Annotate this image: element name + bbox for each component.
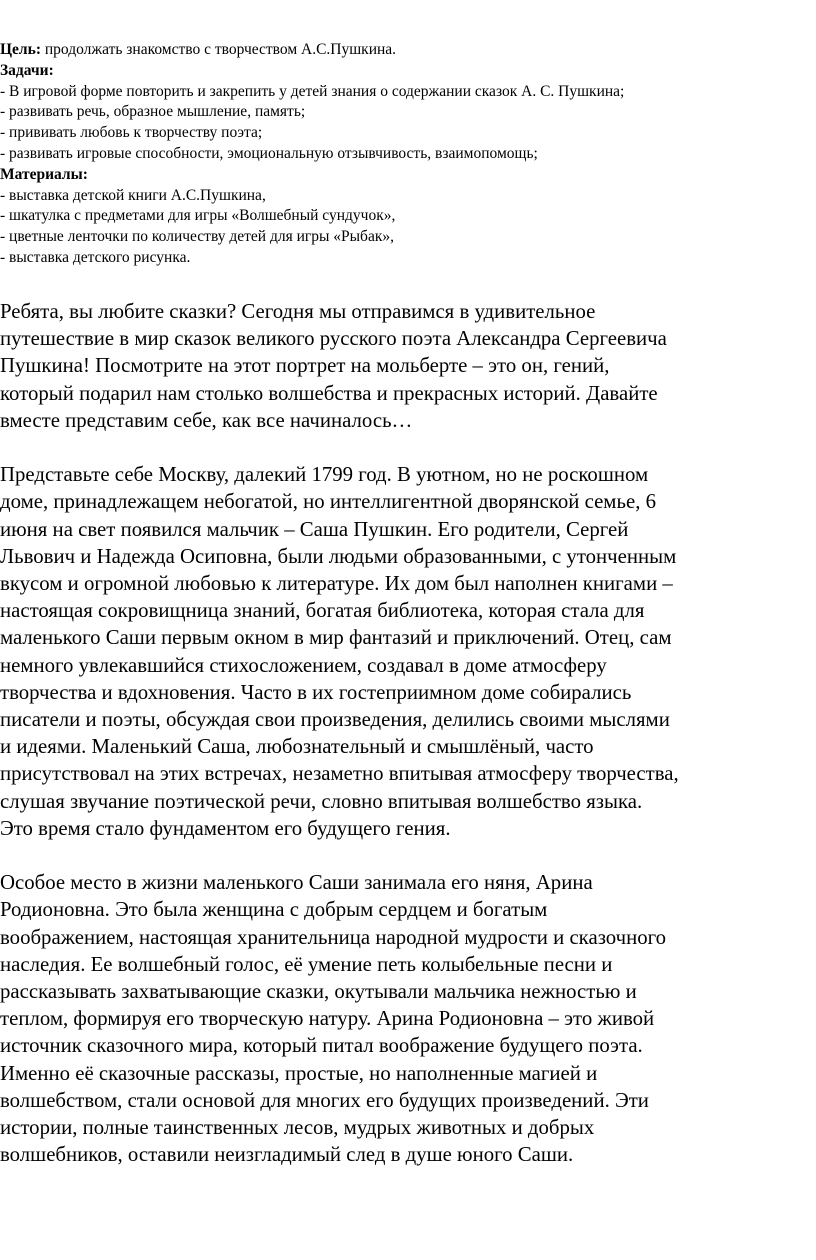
text-line: Львович и Надежда Осиповна, были людьми образованными, с утонченным xyxy=(0,544,677,568)
text-line: истории, полные таинственных лесов, мудрых животных и добрых xyxy=(0,1116,595,1140)
lesson-header xyxy=(0,40,810,269)
text-line: немного увлекавшийся стихосложением, создавал в доме атмосферу xyxy=(0,653,607,677)
text-line: июня на свет появился мальчик – Саша Пушкин. Его родители, Сергей xyxy=(0,517,629,541)
text-line: Особое место в жизни маленького Саши занимала его няня, Арина xyxy=(0,871,593,895)
text-line: Пушкина! Посмотрите на этот портрет на мольберте – это он, гений, xyxy=(0,354,610,378)
text-line: писатели и поэты, обсуждая свои произведения, делились своими мыслями xyxy=(0,708,670,732)
materials-heading: Материалы: xyxy=(0,165,88,183)
text-line: Это время стало фундаментом его будущего гения. xyxy=(0,816,451,840)
text-line: путешествие в мир сказок великого русского поэта Александра Сергеевича xyxy=(0,327,667,351)
text-line: Ребята, вы любите сказки? Сегодня мы отправимся в удивительное xyxy=(0,300,596,323)
goal-label: Цель: xyxy=(0,41,41,58)
text-line: вкусом и огромной любовью к литературе. Их дом был наполнен книгами – xyxy=(0,572,673,596)
text-line: Именно её сказочные рассказы, простые, но наполненные магией и xyxy=(0,1061,598,1085)
paragraph-nanny xyxy=(0,869,810,1168)
text-line: который подарил нам столько волшебства и прекрасных историй. Давайте xyxy=(0,381,658,405)
text-line: творчества и вдохновения. Часто в их гостеприимном доме собирались xyxy=(0,680,632,704)
text-line: присутствовал на этих встречах, незаметно впитывая атмосферу творчества, xyxy=(0,762,679,786)
paragraph-gap xyxy=(0,842,810,869)
text-line: Родионовна. Это была женщина с добрым сердцем и богатым xyxy=(0,898,548,922)
goal-line xyxy=(0,40,810,61)
task-item: - В игровой форме повторить и закрепить у детей знания о содержании сказок А. С. Пушкина; xyxy=(0,82,625,100)
task-item: - развивать речь, образное мышление, память; xyxy=(0,103,306,121)
paragraph-childhood xyxy=(0,461,810,842)
text-line: теплом, формируя его творческую натуру. Арина Родионовна – это живой xyxy=(0,1007,655,1031)
material-item: - выставка детского рисунка. xyxy=(0,248,191,266)
material-item: - цветные ленточки по количеству детей для игры «Рыбак», xyxy=(0,228,394,246)
task-item: - развивать игровые способности, эмоциональную отзывчивость, взаимопомощь; xyxy=(0,144,538,162)
story-text xyxy=(0,298,810,1168)
text-line: Представьте себе Москву, далекий 1799 год. В уютном, но не роскошном xyxy=(0,463,649,487)
text-line: волшебников, оставили неизгладимый след в душе юного Саши. xyxy=(0,1143,574,1167)
text-line: источник сказочного мира, который питал воображение будущего поэта. xyxy=(0,1034,643,1058)
text-line: волшебством, стали основой для многих его будущих произведений. Эти xyxy=(0,1088,649,1112)
task-item: - прививать любовь к творчеству поэта; xyxy=(0,124,263,142)
text-line: настоящая сокровищница знаний, богатая библиотека, которая стала для xyxy=(0,599,645,623)
material-item: - шкатулка с предметами для игры «Волшебный сундучок», xyxy=(0,207,396,225)
text-line: наследия. Ее волшебный голос, её умение петь колыбельные песни и xyxy=(0,952,613,976)
text-line: маленького Саши первым окном в мир фантазий и приключений. Отец, сам xyxy=(0,626,672,650)
text-line: доме, принадлежащем небогатой, но интеллигентной дворянской семье, 6 xyxy=(0,490,656,514)
tasks-heading: Задачи: xyxy=(0,61,54,79)
text-line: воображением, настоящая хранительница народной мудрости и сказочного xyxy=(0,925,667,949)
text-line: слушая звучание поэтической речи, словно впитывая волшебство языка. xyxy=(0,789,643,813)
paragraph-gap xyxy=(0,434,810,461)
paragraph-intro xyxy=(0,298,810,434)
goal-text: продолжать знакомство с творчеством А.С.Пушкина. xyxy=(41,41,397,58)
text-line: рассказывать захватывающие сказки, окутывали мальчика нежностью и xyxy=(0,980,637,1004)
text-line: и идеями. Маленький Саша, любознательный и смышлёный, часто xyxy=(0,735,594,759)
text-line: вместе представим себе, как все начиналось… xyxy=(0,408,413,432)
material-item: - выставка детской книги А.С.Пушкина, xyxy=(0,186,266,204)
